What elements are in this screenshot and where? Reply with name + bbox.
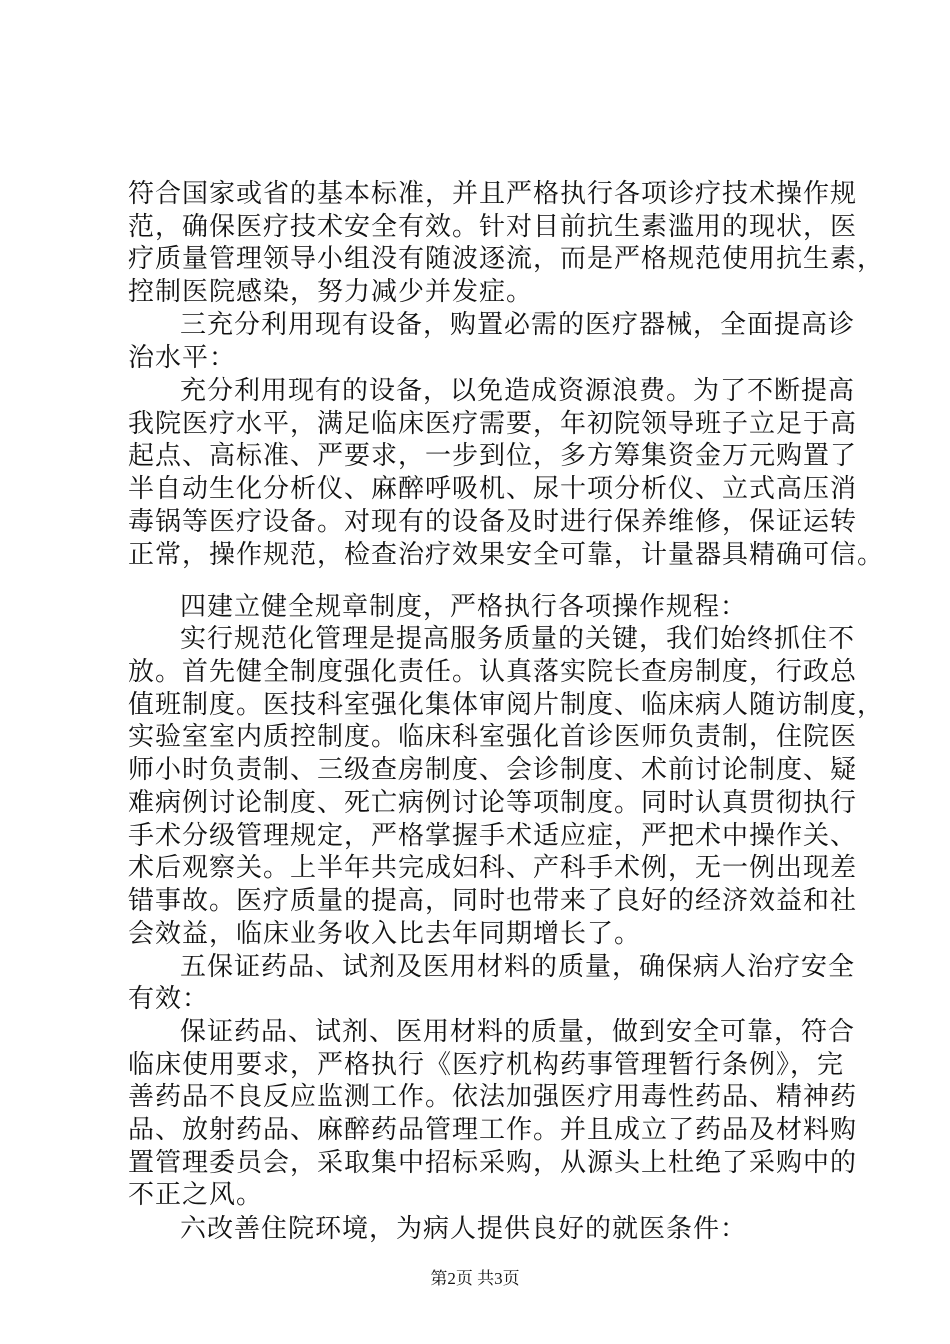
text-line: 临床使用要求，严格执行《医疗机构药事管理暂行条例》，完 (128, 1050, 845, 1080)
text-line: 范，确保医疗技术安全有效。针对目前抗生素滥用的现状，医 (128, 212, 858, 242)
text-line: 善药品不良反应监测工作。依法加强医疗用毒性药品、精神药 (128, 1082, 858, 1112)
text-line: 符合国家或省的基本标准，并且严格执行各项诊疗技术操作规 (128, 179, 858, 209)
section-heading-3-cont: 治水平： (128, 343, 237, 373)
text-line: 难病例讨论制度、死亡病例讨论等项制度。同时认真贯彻执行 (128, 788, 858, 818)
section-heading-5-cont: 有效： (128, 984, 210, 1014)
text-line: 值班制度。医技科室强化集体审阅片制度、临床病人随访制度， (128, 690, 885, 720)
section-heading-3: 三充分利用现有设备，购置必需的医疗器械，全面提高诊 (180, 310, 856, 340)
text-line: 术后观察关。上半年共完成妇科、产科手术例，无一例出现差 (128, 853, 858, 883)
text-line: 充分利用现有的设备，以免造成资源浪费。为了不断提高 (180, 376, 856, 406)
text-line: 我院医疗水平，满足临床医疗需要，年初院领导班子立足于高 (128, 409, 858, 439)
text-line: 放。首先健全制度强化责任。认真落实院长查房制度，行政总 (128, 657, 858, 687)
section-heading-6: 六改善住院环境，为病人提供良好的就医条件： (180, 1214, 748, 1244)
text-line: 师小时负责制、三级查房制度、会诊制度、术前讨论制度、疑 (128, 755, 858, 785)
section-heading-5: 五保证药品、试剂及医用材料的质量，确保病人治疗安全 (180, 952, 856, 982)
text-line: 置管理委员会，采取集中招标采购，从源头上杜绝了采购中的 (128, 1148, 858, 1178)
text-line: 半自动生化分析仪、麻醉呼吸机、尿十项分析仪、立式高压消 (128, 474, 858, 504)
text-line: 起点、高标准、严要求，一步到位，多方筹集资金万元购置了 (128, 441, 858, 471)
section-heading-4: 四建立健全规章制度，严格执行各项操作规程： (180, 592, 748, 622)
text-line: 疗质量管理领导小组没有随波逐流，而是严格规范使用抗生素， (128, 244, 885, 274)
text-line: 实行规范化管理是提高服务质量的关键，我们始终抓住不 (180, 624, 856, 654)
text-line: 毒锅等医疗设备。对现有的设备及时进行保养维修，保证运转 (128, 507, 858, 537)
text-line: 控制医院感染，努力减少并发症。 (128, 277, 534, 307)
text-line: 正常，操作规范，检查治疗效果安全可靠，计量器具精确可信。 (128, 540, 885, 570)
text-line: 手术分级管理规定，严格掌握手术适应症，严把术中操作关、 (128, 821, 858, 851)
text-line: 保证药品、试剂、医用材料的质量，做到安全可靠，符合 (180, 1017, 856, 1047)
text-line: 错事故。医疗质量的提高，同时也带来了良好的经济效益和社 (128, 886, 858, 916)
text-line: 会效益，临床业务收入比去年同期增长了。 (128, 919, 642, 949)
page-footer: 第2页 共3页 (430, 1269, 520, 1288)
text-line: 不正之风。 (128, 1180, 264, 1210)
text-line: 实验室室内质控制度。临床科室强化首诊医师负责制，住院医 (128, 722, 858, 752)
text-line: 品、放射药品、麻醉药品管理工作。并且成立了药品及材料购 (128, 1115, 858, 1145)
